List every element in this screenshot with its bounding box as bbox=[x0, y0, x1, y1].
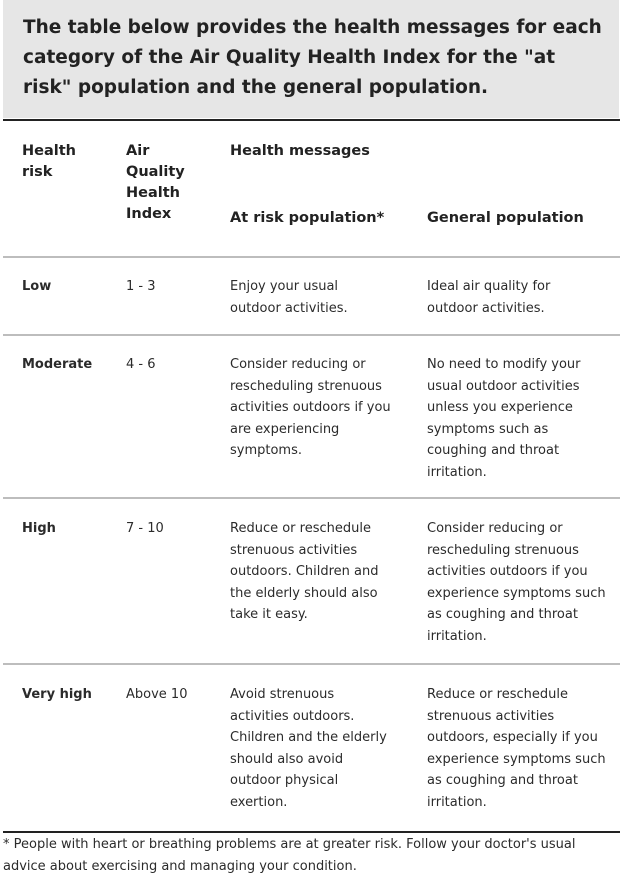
aqhi-cell: 1 - 3 bbox=[126, 279, 156, 294]
table-bottom-rule bbox=[3, 831, 620, 833]
general-message-cell: Ideal air quality for outdoor activities. bbox=[427, 279, 551, 316]
aqhi-cell: 4 - 6 bbox=[126, 357, 156, 372]
row-divider bbox=[3, 663, 620, 665]
aqhi-cell: Above 10 bbox=[126, 687, 188, 702]
header-aqhi: Air Quality Health Index bbox=[126, 143, 185, 222]
header-health-messages: Health messages bbox=[230, 143, 370, 159]
row-divider bbox=[3, 334, 620, 336]
health-risk-cell: Moderate bbox=[22, 357, 93, 372]
general-message-cell: Consider reducing or rescheduling strenuous activities outdoors if you experience symptoms such as coughing and throat irritation. bbox=[427, 521, 606, 644]
aqhi-cell: 7 - 10 bbox=[126, 521, 164, 536]
header-at-risk-population: At risk population* bbox=[230, 210, 385, 226]
health-risk-cell: High bbox=[22, 521, 56, 536]
health-risk-cell: Low bbox=[22, 279, 52, 294]
general-message-cell: No need to modify your usual outdoor activities unless you experience symptoms such as coughing and throat irritation. bbox=[427, 357, 581, 480]
header-top-rule bbox=[3, 119, 620, 121]
at-risk-message-cell: Consider reducing or rescheduling strenuous activities outdoors if you are experiencing symptoms. bbox=[230, 357, 391, 458]
footnote: * People with heart or breathing problems are at greater risk. Follow your doctor's usual advice about exercising and managing your condition. bbox=[3, 837, 576, 874]
general-message-cell: Reduce or reschedule strenuous activities outdoors, especially if you experience symptoms such as coughing and throat irritation. bbox=[427, 687, 606, 810]
at-risk-message-cell: Avoid strenuous activities outdoors. Children and the elderly should also avoid outdoor physical exertion. bbox=[230, 687, 387, 810]
row-divider bbox=[3, 256, 620, 258]
at-risk-message-cell: Enjoy your usual outdoor activities. bbox=[230, 279, 348, 316]
row-divider bbox=[3, 497, 620, 499]
header-general-population: General population bbox=[427, 210, 584, 226]
at-risk-message-cell: Reduce or reschedule strenuous activities outdoors. Children and the elderly should also take it easy. bbox=[230, 521, 379, 622]
health-risk-cell: Very high bbox=[22, 687, 92, 702]
header-health-risk: Health risk bbox=[22, 143, 76, 180]
table-caption: The table below provides the health messages for each category of the Air Quality Health Index for the "at risk" population and the general population. bbox=[3, 0, 619, 118]
